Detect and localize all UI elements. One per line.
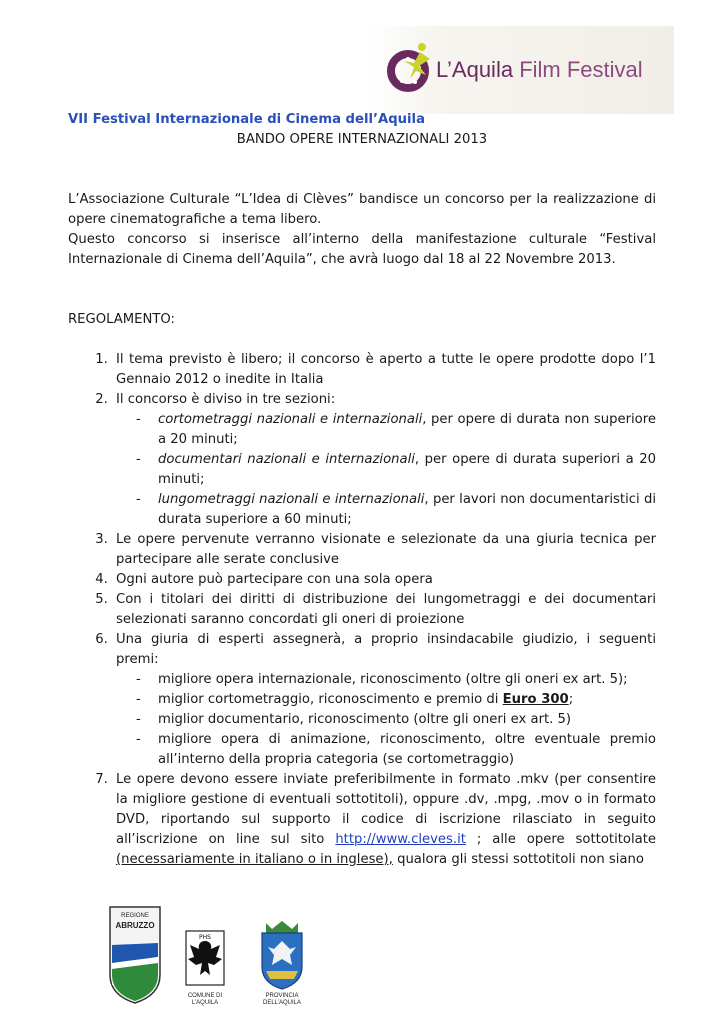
- cleves-link[interactable]: http://www.cleves.it: [335, 832, 466, 847]
- eagle-coat-of-arms-icon: [180, 927, 230, 993]
- section-item: - lungometraggi nazionali e internazionali, per lavori non documentaristici di durata superiore a 60 minuti;: [136, 490, 656, 530]
- regione-abruzzo-logo: REGIONE ABRUZZO: [108, 905, 162, 1005]
- svg-text:PHS: PHS: [199, 934, 211, 941]
- intro-paragraph-2: Questo concorso si inserisce all’interno della manifestazione culturale “Festival Internazionale di Cinema dell’Aquila”, che avrà luogo dal 18 al 22 Novembre 2013.: [68, 232, 656, 267]
- section-item: - documentari nazionali e internazionali, per opere di durata superiori a 20 minuti;: [136, 450, 656, 490]
- prize-item: - miglior cortometraggio, riconoscimento e premio di Euro 300;: [136, 690, 656, 710]
- prize-item: - migliore opera internazionale, riconoscimento (oltre gli oneri ex art. 5);: [136, 670, 656, 690]
- rule-item: 2. Il concorso è diviso in tre sezioni: - cortometraggi nazionali e internazionali, per opere di durata non superiore a 20 minuti; - documentari nazionali e internazionali, per opere di durata superiori a 20 minuti; - lungometraggi nazionali e internazionali, per lavori non documentaristici di durata superiore a 60 minuti;: [112, 390, 656, 530]
- regolamento-heading: REGOLAMENTO:: [68, 312, 175, 327]
- intro-paragraph: L’Associazione Culturale “L’Idea di Clèves” bandisce un concorso per la realizzazione di opere cinematografiche a tema libero.: [68, 192, 656, 227]
- provincia-aquila-logo: PROVINCIA DELL’AQUILA: [252, 919, 312, 1011]
- rule-item: 6. Una giuria di esperti assegnerà, a proprio insindacabile giudizio, i seguenti premi: - migliore opera internazionale, riconoscimento (oltre gli oneri ex art. 5); - miglior cortometraggio, riconoscimento e premio di Euro 300; - miglior documentario, riconoscimento (oltre gli oneri ex art. 5) - migliore opera di animazione, riconoscimento, oltre eventuale premio all’interno della propria categoria (se cortometraggio): [112, 630, 656, 770]
- festival-title: VII Festival Internazionale di Cinema dell’Aquila: [68, 112, 425, 127]
- prize-amount: Euro 300: [502, 692, 569, 707]
- rule-item: 5. Con i titolari dei diritti di distribuzione dei lungometraggi e dei documentari selezionati saranno concordati gli oneri di proiezione: [112, 590, 656, 630]
- sections-list: [116, 410, 656, 530]
- bando-title: BANDO OPERE INTERNAZIONALI 2013: [236, 132, 488, 147]
- prizes-list: [116, 670, 656, 770]
- rule-item: 3. Le opere pervenute verranno visionate e selezionate da una giuria tecnica per partecipare alle serate conclusive: [112, 530, 656, 570]
- section-item: - cortometraggi nazionali e internazionali, per opere di durata non superiore a 20 minuti;: [136, 410, 656, 450]
- comune-aquila-logo: PHS COMUNE DI L’AQUILA: [180, 927, 230, 1011]
- provincia-shield-icon: [252, 919, 312, 991]
- footer-logos: [100, 905, 320, 1015]
- regione-shield-icon: [108, 905, 162, 1005]
- document-body: [68, 110, 656, 870]
- rule-item: 1. Il tema previsto è libero; il concorso è aperto a tutte le opere prodotte dopo l’1 Gennaio 2012 o inedite in Italia: [112, 350, 656, 390]
- film-reel-icon: [386, 39, 432, 101]
- prize-item: - miglior documentario, riconoscimento (oltre gli oneri ex art. 5): [136, 710, 656, 730]
- rule-item: 4. Ogni autore può partecipare con una sola opera: [112, 570, 656, 590]
- logo-wordmark: L’Aquila Film Festival: [436, 57, 643, 82]
- prize-item: - migliore opera di animazione, riconoscimento, oltre eventuale premio all’interno della propria categoria (se cortometraggio): [136, 730, 656, 770]
- rules-list: [68, 350, 656, 870]
- festival-logo: [368, 26, 674, 114]
- rule-item: 7. Le opere devono essere inviate preferibilmente in formato .mkv (per consentire la migliore gestione di eventuali sottotitoli), oppure .dv, .mpg, .mov o in formato DVD, riportando sul supporto il codice di iscrizione rilasciato in seguito all’iscrizione on line sul sito http://www.cleves.it ; alle opere sottotitolate (necessariamente in italiano o in inglese), qualora gli stessi sottotitoli non siano: [112, 770, 656, 870]
